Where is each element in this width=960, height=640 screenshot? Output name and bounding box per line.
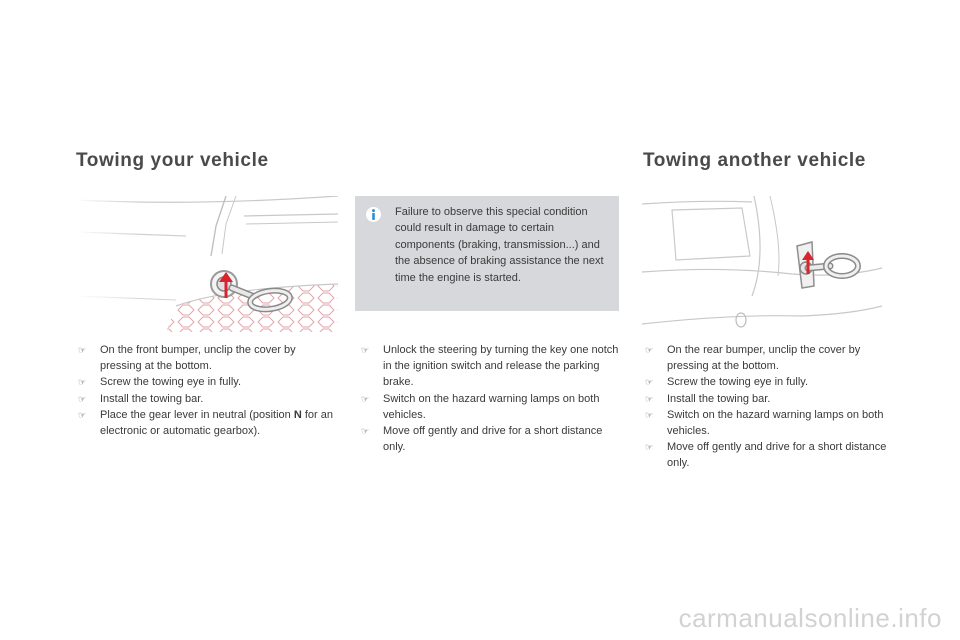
list-item: ☞ Screw the towing eye in fully.	[78, 374, 333, 390]
gear-position-label: N	[293, 408, 302, 421]
pointing-hand-icon: ☞	[645, 377, 654, 388]
warning-notice	[355, 196, 619, 311]
warning-text: Failure to observe this special condition could result in damage to certain components (braking, transmission...) and the absence of braking assistance the next time the engine is started.	[395, 206, 604, 284]
list-item: ☞ Install the towing bar.	[645, 391, 890, 407]
pointing-hand-icon: ☞	[78, 393, 87, 404]
list-item: ☞ On the rear bumper, unclip the cover by pressing at the bottom.	[645, 344, 861, 373]
pointing-hand-icon: ☞	[645, 393, 654, 404]
list-item: ☞ Screw the towing eye in fully.	[645, 374, 890, 390]
section-title-towing-another-vehicle: Towing another vehicle	[643, 150, 866, 171]
list-item: ☞ On the front bumper, unclip the cover by pressing at the bottom.	[78, 344, 296, 373]
pointing-hand-icon: ☞	[645, 442, 654, 453]
section-title-towing-your-vehicle: Towing your vehicle	[76, 150, 269, 171]
list-item: ☞ Place the gear lever in neutral (position N for an electronic or automatic gearbox).	[78, 408, 333, 438]
watermark: carmanualsonline.info	[678, 603, 942, 633]
list-item: ☞ Switch on the hazard warning lamps on both vehicles.	[645, 408, 884, 438]
list-item: ☞ Install the towing bar.	[78, 391, 333, 407]
pointing-hand-icon: ☞	[78, 377, 87, 388]
pointing-hand-icon: ☞	[361, 426, 370, 437]
list-item: ☞ Switch on the hazard warning lamps on both vehicles.	[361, 392, 600, 421]
pointing-hand-icon: ☞	[78, 345, 87, 355]
front-towing-steps	[78, 342, 333, 439]
pointing-hand-icon: ☞	[361, 393, 370, 404]
list-item: ☞ Unlock the steering by turning the key one notch in the ignition switch and release the parking brake.	[361, 344, 619, 389]
steering-hazard-steps	[361, 342, 621, 455]
pointing-hand-icon: ☞	[78, 409, 87, 420]
pointing-hand-icon: ☞	[361, 345, 370, 355]
pointing-hand-icon: ☞	[645, 345, 654, 355]
list-item: ☞ Move off gently and drive for a short distance only.	[645, 441, 887, 470]
info-icon	[366, 207, 381, 222]
pointing-hand-icon: ☞	[645, 409, 654, 420]
rear-towing-eye-illustration	[642, 196, 882, 332]
list-item: ☞ Move off gently and drive for a short distance only.	[361, 425, 603, 454]
rear-towing-steps	[645, 342, 890, 472]
front-towing-eye-illustration	[76, 196, 338, 332]
